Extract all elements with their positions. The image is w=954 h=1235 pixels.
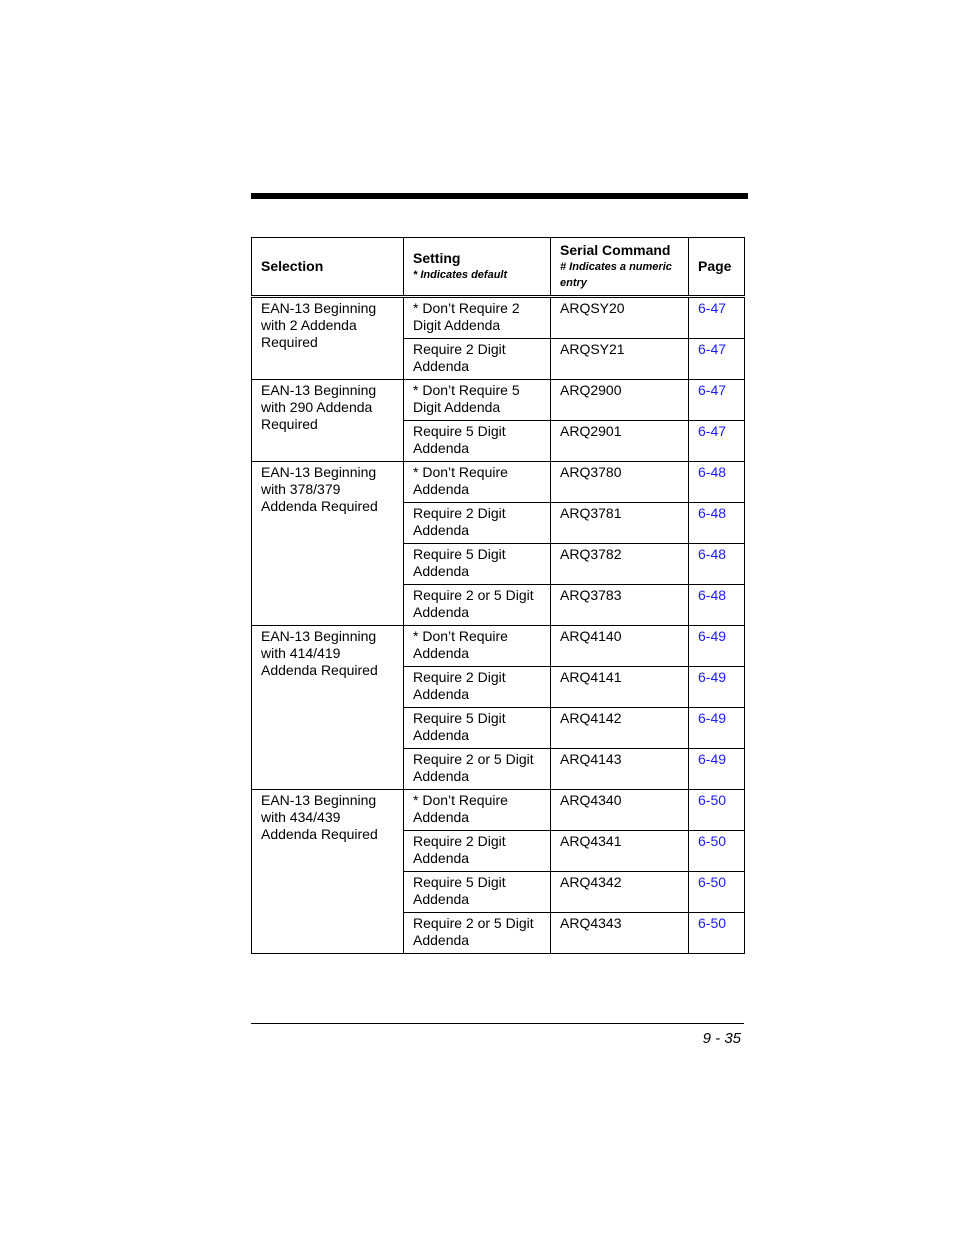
header-setting-label: Setting	[413, 250, 461, 266]
table-row	[252, 380, 745, 421]
serial-command-table	[251, 237, 745, 954]
setting-cell: Require 2 Digit Addenda	[404, 667, 551, 708]
page-link[interactable]: 6-49	[698, 751, 727, 767]
table-row	[252, 790, 745, 831]
header-command-label: Serial Command	[560, 242, 671, 258]
page-cell	[689, 749, 745, 790]
page-link[interactable]: 6-50	[698, 874, 727, 890]
header-command-note: # Indicates a numeric entry	[560, 261, 672, 289]
command-cell: ARQ4340	[551, 790, 689, 831]
page-link[interactable]: 6-48	[698, 587, 727, 603]
setting-cell: Require 2 or 5 Digit Addenda	[404, 913, 551, 954]
page-cell	[689, 544, 745, 585]
page-link[interactable]: 6-48	[698, 546, 727, 562]
page-cell	[689, 790, 745, 831]
setting-cell: Require 2 Digit Addenda	[404, 503, 551, 544]
setting-cell: Require 5 Digit Addenda	[404, 708, 551, 749]
selection-cell: EAN-13 Beginning with 378/379 Addenda Required	[252, 462, 404, 626]
setting-cell: * Don’t Require 5 Digit Addenda	[404, 380, 551, 421]
table-row	[252, 626, 745, 667]
setting-cell: Require 5 Digit Addenda	[404, 421, 551, 462]
page-link[interactable]: 6-47	[698, 300, 727, 316]
setting-cell: * Don’t Require 2 Digit Addenda	[404, 297, 551, 339]
setting-cell: * Don’t Require Addenda	[404, 626, 551, 667]
table-body	[252, 297, 745, 954]
command-cell: ARQ3781	[551, 503, 689, 544]
page-cell	[689, 708, 745, 749]
page-link[interactable]: 6-50	[698, 792, 727, 808]
command-cell: ARQ4142	[551, 708, 689, 749]
page-cell	[689, 503, 745, 544]
page-link[interactable]: 6-49	[698, 628, 727, 644]
page-link[interactable]: 6-47	[698, 341, 727, 357]
page-link[interactable]: 6-50	[698, 915, 727, 931]
command-cell: ARQ2901	[551, 421, 689, 462]
page-number: 9 - 35	[702, 1030, 741, 1047]
command-cell: ARQ4143	[551, 749, 689, 790]
selection-cell: EAN-13 Beginning with 434/439 Addenda Required	[252, 790, 404, 954]
page-cell	[689, 380, 745, 421]
setting-cell: Require 2 Digit Addenda	[404, 339, 551, 380]
page-cell	[689, 831, 745, 872]
command-cell: ARQ3780	[551, 462, 689, 503]
header-setting-note: * Indicates default	[413, 269, 508, 281]
page-link[interactable]: 6-47	[698, 382, 727, 398]
top-rule	[251, 193, 748, 199]
setting-cell: Require 5 Digit Addenda	[404, 872, 551, 913]
setting-cell: Require 2 Digit Addenda	[404, 831, 551, 872]
command-cell: ARQ4141	[551, 667, 689, 708]
page-link[interactable]: 6-50	[698, 833, 727, 849]
setting-cell: Require 5 Digit Addenda	[404, 544, 551, 585]
setting-cell: Require 2 or 5 Digit Addenda	[404, 585, 551, 626]
page-link[interactable]: 6-49	[698, 669, 727, 685]
setting-cell: Require 2 or 5 Digit Addenda	[404, 749, 551, 790]
footer-rule	[251, 1023, 744, 1024]
page-cell	[689, 667, 745, 708]
page-cell	[689, 339, 745, 380]
command-cell: ARQ3783	[551, 585, 689, 626]
setting-cell: * Don’t Require Addenda	[404, 462, 551, 503]
header-selection	[252, 238, 404, 297]
command-cell: ARQ4343	[551, 913, 689, 954]
table-header-row	[252, 238, 745, 297]
page-link[interactable]: 6-47	[698, 423, 727, 439]
page-cell	[689, 626, 745, 667]
header-selection-label: Selection	[261, 258, 324, 274]
page-cell	[689, 297, 745, 339]
command-cell: ARQ2900	[551, 380, 689, 421]
command-cell: ARQSY20	[551, 297, 689, 339]
command-cell: ARQ4341	[551, 831, 689, 872]
header-page-label: Page	[698, 258, 732, 274]
header-page	[689, 238, 745, 297]
command-cell: ARQ3782	[551, 544, 689, 585]
page-cell	[689, 462, 745, 503]
command-cell: ARQ4342	[551, 872, 689, 913]
page-link[interactable]: 6-48	[698, 505, 727, 521]
page-cell	[689, 585, 745, 626]
command-cell: ARQSY21	[551, 339, 689, 380]
header-command	[551, 238, 689, 297]
selection-cell: EAN-13 Beginning with 2 Addenda Required	[252, 297, 404, 380]
page-link[interactable]: 6-48	[698, 464, 727, 480]
selection-cell: EAN-13 Beginning with 290 Addenda Required	[252, 380, 404, 462]
selection-cell: EAN-13 Beginning with 414/419 Addenda Required	[252, 626, 404, 790]
page-cell	[689, 872, 745, 913]
command-cell: ARQ4140	[551, 626, 689, 667]
table-row	[252, 462, 745, 503]
header-setting	[404, 238, 551, 297]
page-cell	[689, 913, 745, 954]
page-link[interactable]: 6-49	[698, 710, 727, 726]
setting-cell: * Don’t Require Addenda	[404, 790, 551, 831]
table-row	[252, 297, 745, 339]
page-cell	[689, 421, 745, 462]
